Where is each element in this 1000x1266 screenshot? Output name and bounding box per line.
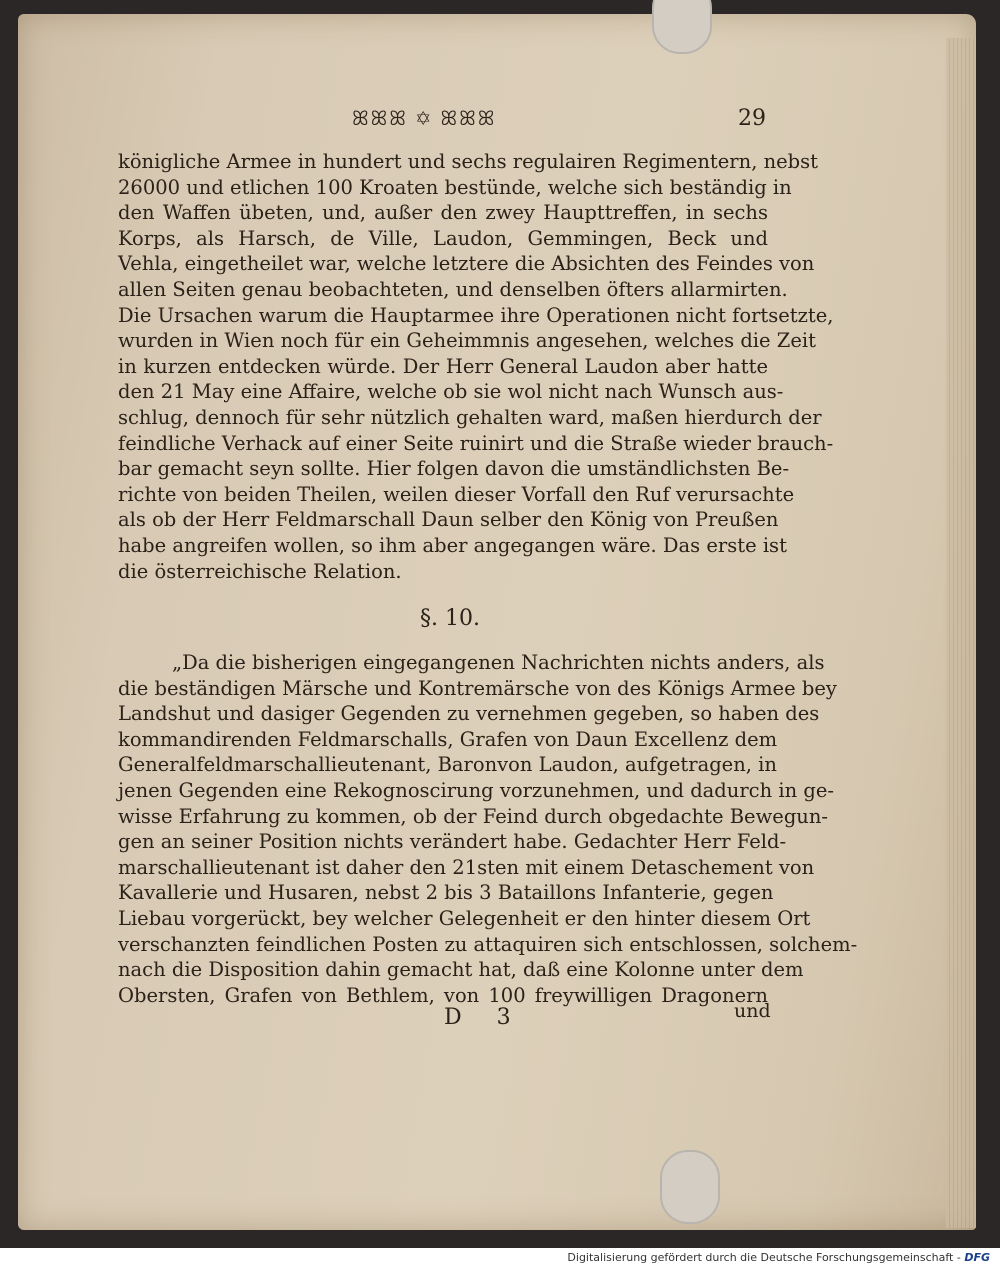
text-line: „Da die bisherigen eingegangenen Nachrichten nichts anders, als [172,651,825,674]
text-line: nach die Disposition dahin gemacht hat, daß eine Kolonne unter dem [118,958,804,982]
text-line: Vehla, eingetheilet war, welche letztere die Absichten des Feindes von [118,252,815,276]
text-line: in kurzen entdecken würde. Der Herr General Laudon aber hatte [118,354,768,378]
text-line: als ob der Herr Feldmarschall Daun selber den König von Preußen [118,508,779,532]
dfg-logo-icon: DFG [964,1251,990,1264]
page-edge-stack [946,38,976,1228]
scanner-clip-bottom [660,1150,720,1224]
text-line: schlug, dennoch für sehr nützlich gehalten ward, maßen hierdurch der [118,405,822,429]
text-line: Landshut und dasiger Gegenden zu vernehmen gegeben, so haben des [118,702,820,726]
text-line: richte von beiden Theilen, weilen dieser Vorfall den Ruf verursachte [118,482,795,506]
text-line: gen an seiner Position nichts verändert habe. Gedachter Herr Feld- [118,830,787,854]
text-line: Korps, als Harsch, de Ville, Laudon, Gemmingen, Beck und [118,226,768,250]
section-heading: §. 10. [420,606,480,631]
paragraph-2 [118,650,858,1008]
text-line: Kavallerie und Husaren, nebst 2 bis 3 Bataillons Infanterie, gegen [118,881,774,905]
scanner-clip-top [652,0,712,54]
text-line: königliche Armee in hundert und sechs regulairen Regimentern, nebst [118,150,819,173]
text-line: kommandirenden Feldmarschalls, Grafen von Daun Excellenz dem [118,727,778,751]
text-line: jenen Gegenden eine Rekognoscirung vorzunehmen, und dadurch in ge- [118,778,834,802]
catchword: und [734,1000,771,1022]
text-line: feindliche Verhack auf einer Seite ruinirt und die Straße wieder brauch- [118,431,834,455]
text-line: wurden in Wien noch für ein Geheimmnis angesehen, welches die Zeit [118,329,816,353]
text-line: 26000 und etlichen 100 Kroaten bestünde, welche sich beständig in [118,175,792,199]
text-line: marschallieutenant ist daher den 21sten mit einem Detaschement von [118,855,815,879]
running-header [0,106,1000,136]
text-line: habe angreifen wollen, so ihm aber angegangen wäre. Das erste ist [118,533,787,557]
text-line: die österreichische Relation. [118,559,402,583]
dfg-credit[interactable] [567,1251,990,1264]
text-line: bar gemacht seyn sollte. Hier folgen davon die umständlichsten Be- [118,457,790,481]
text-line: Obersten, Grafen von Bethlem, von 100 freywilligen Dragonern [118,983,768,1007]
text-line: wisse Erfahrung zu kommen, ob der Feind durch obgedachte Bewegun- [118,804,829,828]
text-line: allen Seiten genau beobachteten, und denselben öfters allarmirten. [118,277,788,301]
signature-mark: D 3 [444,1005,525,1030]
paragraph-1 [118,149,834,584]
page-number: 29 [738,106,766,131]
header-ornament: ꕤꕤꕤ ✡ ꕤꕤꕤ [352,106,497,130]
text-line: den 21 May eine Affaire, welche ob sie wol nicht nach Wunsch aus- [118,380,784,404]
text-line: den Waffen übeten, und, außer den zwey Haupttreffen, in sechs [118,201,768,225]
text-line: Liebau vorgerückt, bey welcher Gelegenheit er den hinter diesem Ort [118,906,811,930]
credit-text: Digitalisierung gefördert durch die Deutsche Forschungsgemeinschaft - [567,1251,961,1264]
text-line: Die Ursachen warum die Hauptarmee ihre Operationen nicht fortsetzte, [118,303,834,327]
text-line: verschanzten feindlichen Posten zu attaquiren sich entschlossen, solchem- [118,932,858,956]
text-line: Generalfeldmarschallieutenant, Baronvon Laudon, aufgetragen, in [118,753,777,777]
text-line: die beständigen Märsche und Kontremärsche von des Königs Armee bey [118,676,837,700]
